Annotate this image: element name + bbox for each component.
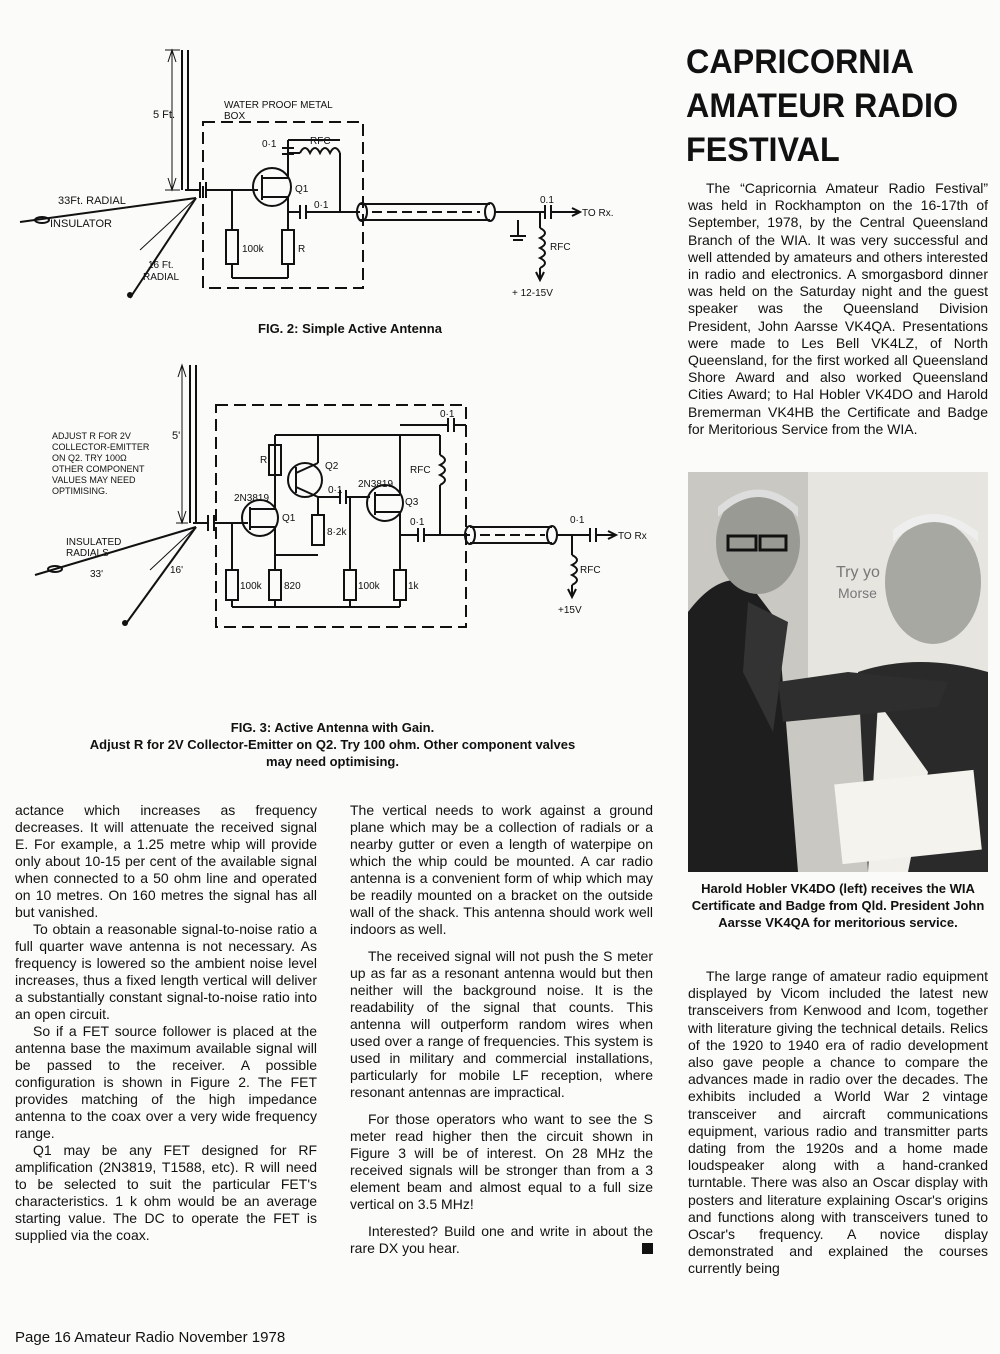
fig2-label-radial16a: 16 Ft. — [148, 260, 174, 271]
fig2-label-q1: Q1 — [295, 184, 309, 195]
figure-3-schematic — [0, 355, 650, 645]
fig2-label-rfc2: RFC — [550, 242, 571, 253]
col2-paragraph-2: The received signal will not push the S meter up as far as a resonant antenna would but then neither will the background noise. It is the readability of the signal that counts. This antenna will outperform random wires when used over a range of frequencies. This system is used in military and commercial installations, particularly for mobile LF reception, where resonant antennas are impractical. — [350, 948, 653, 1100]
col1-paragraph-4: Q1 may be any FET designed for RF amplification (2N3819, T1588, etc). R will need to be selected to suit the particular FET's characteristics. 1 k ohm would be an average starting value. The DC to operate the FET is supplied via the coax. — [15, 1142, 317, 1243]
fig2-label-insulator: INSULATOR — [50, 218, 112, 230]
fig3-label-100k-b: 100k — [358, 581, 380, 592]
col1-paragraph-3: So if a FET source follower is placed at the antenna base the maximum available signal will be passed to the receiver. A possible configuration is shown in Figure 2. The FET provides matching of the high impedance antenna to the coax over a very wide frequency range. — [15, 1023, 317, 1141]
figure-3-caption — [20, 719, 645, 770]
fig3-label-torx: TO Rx — [618, 531, 647, 542]
fig3-note-1: ADJUST R FOR 2V — [52, 431, 131, 441]
headline-line-3: FESTIVAL — [686, 131, 840, 169]
fig2-label-supply: + 12-15V — [512, 288, 553, 299]
fig3-label-fet1: 2N3819 — [234, 493, 270, 504]
fig3-label-820: 820 — [284, 581, 301, 592]
fig3-label-1k: 1k — [408, 581, 419, 592]
col2-paragraph-3: For those operators who want to see the S meter read higher then the circuit shown in Figure 3 will be of interest. On 28 MHz the received signals will be stronger than from a 3 element beam and almost equal to a full size vertical on 3.5 MHz! — [350, 1111, 653, 1212]
col2-closing-text: Interested? Build one and write in about the rare DX you hear. — [350, 1223, 653, 1256]
fig3-label-q1: Q1 — [282, 513, 296, 524]
fig3-label-16: 16' — [170, 565, 184, 576]
fig3-label-100k-a: 100k — [240, 581, 262, 592]
award-photo-illustration — [688, 472, 988, 872]
fig2-label-100k: 100k — [242, 244, 264, 255]
fig3-label-cap-rx: 0·1 — [570, 515, 585, 526]
fig3-label-33: 33' — [90, 569, 104, 580]
article-column-1 — [15, 802, 317, 1244]
fig3-label-height: 5' — [172, 430, 181, 442]
festival-headline — [686, 40, 976, 172]
figure-3-caption-line1: FIG. 3: Active Antenna with Gain. — [230, 720, 435, 735]
fig2-label-r: R — [298, 244, 306, 255]
fig3-label-rfc2: RFC — [580, 565, 601, 576]
fig3-label-r: R — [260, 455, 268, 466]
fig3-label-supply: +15V — [558, 605, 582, 616]
figure-2-schematic — [0, 40, 640, 310]
fig2-label-torx: TO Rx. — [582, 208, 614, 219]
fig3-note-6: OPTIMISING. — [52, 486, 108, 496]
fig3-label-insulated1: INSULATED — [66, 537, 122, 548]
festival-paragraph-2: The large range of amateur radio equipment displayed by Vicom included the latest new transceivers from Kenwood and Icom, together with literature giving the technical details. Relics of the 1920 to 1940 era of radio development also gave people a chance to compare the advances made in radio over the decades. The exhibits included a World War 2 vintage transceiver and aircraft communications equipment, various radio and transmitter parts dating from the 1920s and a home made loudspeaker along with a hand-cranked turntable. There was also an Oscar display with posters and literature explaining Oscar's origins and functions along with transceivers tuned to Oscar's frequency. A novice display demonstrated and explained the courses currently being — [688, 968, 988, 1277]
page-footer: Page 16 Amateur Radio November 1978 — [15, 1329, 286, 1346]
fig3-label-q2: Q2 — [325, 461, 339, 472]
board-text-1: Try yo — [836, 564, 880, 581]
col1-paragraph-1: actance which increases as frequency decreases. It will attenuate the received signal E. For example, a 1.25 metre whip will provide only about 10-15 per cent of the available signal when connected to a 50 ohm line and operated on 10 metres. On 160 metres the signal has all but vanished. — [15, 802, 317, 920]
fig2-label-radial16b: RADIAL — [143, 272, 180, 283]
fig3-label-cap-mid: 0·1 — [328, 485, 343, 496]
fig3-note-4: OTHER COMPONENT — [52, 464, 145, 474]
fig3-label-fet2: 2N3819 — [358, 479, 394, 490]
fig2-label-box2: BOX — [224, 111, 246, 122]
headline-line-2: AMATEUR RADIO — [686, 87, 959, 125]
board-text-2: Morse — [838, 585, 877, 601]
article-column-2 — [350, 802, 653, 1257]
fig3-note-5: VALUES MAY NEED — [52, 475, 136, 485]
col2-paragraph-4 — [350, 1223, 653, 1257]
festival-intro-text: The “Capricornia Amateur Radio Festival” was held in Rockhampton on the 16-17th of September, 1978, by the Central Queensland Branch of the WIA. It was very successful and well attended by amateurs and others interested in radio and electronics. A smorgasbord dinner was held on the Saturday night and the guest speaker was the Queensland Division President, John Aarsse VK4QA. Presentations were made to Les Bell VK4LZ, of North Queensland, for the first worked all Queensland Shore Award and also worked Queensland Cities Award; to Hal Hobler VK4DO and Harold Bremerman VK4HB the Certificate and Badge for Meritorious Service from the WIA. — [688, 180, 988, 437]
col1-paragraph-2: To obtain a reasonable signal-to-noise ratio a full quarter wave antenna is not necessary. As frequency is lowered so the ambient noise level increases, thus a fixed length vertical will deliver a substantially constant signal-to-noise ratio into an open circuit. — [15, 921, 317, 1022]
fig3-label-q3: Q3 — [405, 497, 419, 508]
fig3-label-cap-out: 0·1 — [410, 517, 425, 528]
fig2-label-height: 5 Ft. — [153, 109, 176, 121]
figure-2-caption: FIG. 2: Simple Active Antenna — [258, 321, 442, 336]
headline-line-1: CAPRICORNIA — [686, 43, 914, 81]
festival-intro — [688, 180, 988, 438]
fig2-label-box: WATER PROOF METAL — [224, 100, 333, 111]
fig3-note-2: COLLECTOR-EMITTER — [52, 442, 150, 452]
fig3-label-rfc: RFC — [410, 465, 431, 476]
fig3-label-cap-top: 0·1 — [440, 409, 455, 420]
festival-continued — [688, 968, 988, 1278]
end-of-article-mark — [642, 1243, 653, 1254]
photo-caption: Harold Hobler VK4DO (left) receives the WIA Certificate and Badge from Qld. President John Aarsse VK4QA for meritorious service. — [691, 881, 985, 930]
figure-3-caption-line2: Adjust R for 2V Collector-Emitter on Q2. Try 100 ohm. Other component valves — [89, 737, 576, 752]
fig2-label-radial33: 33Ft. RADIAL — [58, 195, 126, 207]
col2-paragraph-1: The vertical needs to work against a ground plane which may be a collection of radials or a nearby gutter or even a length of waterpipe on which the whip could be mounted. A car radio antenna is a convenient form of whip which may be readily mounted on a bracket on the outside wall of the shack. This antenna should work well indoors as well. — [350, 802, 653, 937]
fig2-label-cap1: 0·1 — [262, 139, 277, 150]
fig3-label-8-2k: 8·2k — [327, 527, 347, 538]
fig2-label-cap2: 0·1 — [314, 200, 329, 211]
fig3-label-insulated2: RADIALS — [66, 548, 109, 559]
fig2-label-rfc1: RFC — [310, 136, 331, 147]
award-photo — [688, 472, 988, 872]
fig2-label-cap3: 0.1 — [540, 195, 554, 206]
fig3-note-3: ON Q2. TRY 100Ω — [52, 453, 127, 463]
figure-3-caption-line3: may need optimising. — [266, 754, 399, 769]
